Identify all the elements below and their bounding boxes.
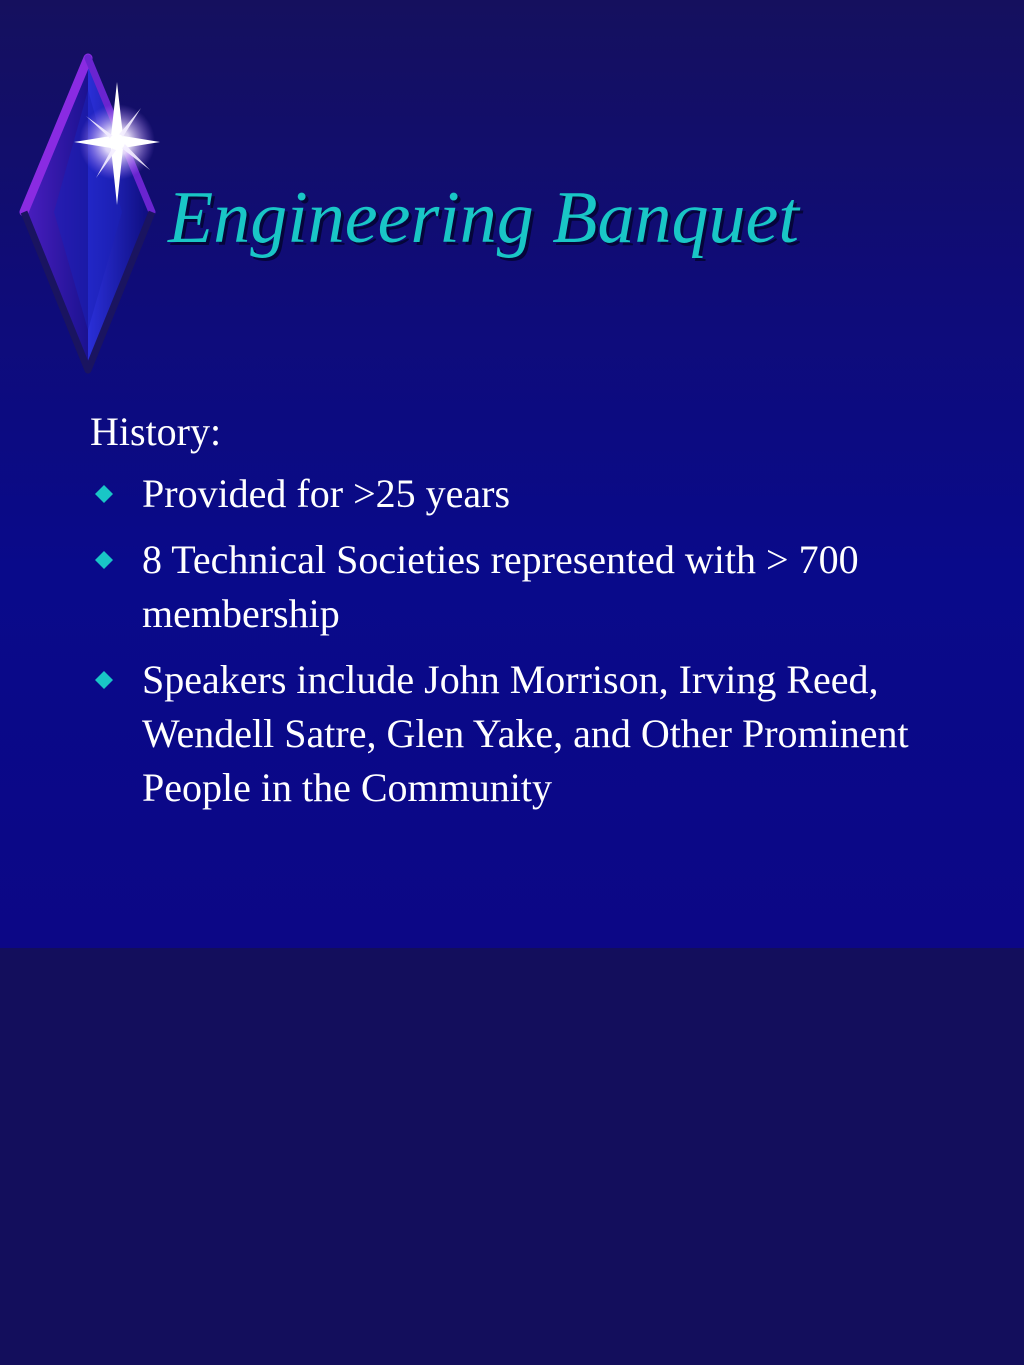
diamond-bullet-icon	[94, 484, 114, 504]
intro-label: History:	[90, 409, 222, 454]
bullet-item	[90, 467, 960, 521]
slide-title: Engineering Banquet	[168, 177, 799, 259]
bullet-item	[90, 533, 960, 641]
bullet-text: Provided for >25 years	[142, 471, 511, 516]
bullet-item	[90, 653, 960, 815]
bullet-list	[90, 467, 960, 815]
diamond-bullet-icon	[94, 670, 114, 690]
slide-body	[90, 405, 960, 827]
diamond-bullet-icon	[94, 550, 114, 570]
bullet-text: Speakers include John Morrison, Irving Reed, Wendell Satre, Glen Yake, and Other Prominent People in the Community	[142, 657, 909, 810]
bullet-text: 8 Technical Societies represented with > 700 membership	[142, 537, 859, 636]
